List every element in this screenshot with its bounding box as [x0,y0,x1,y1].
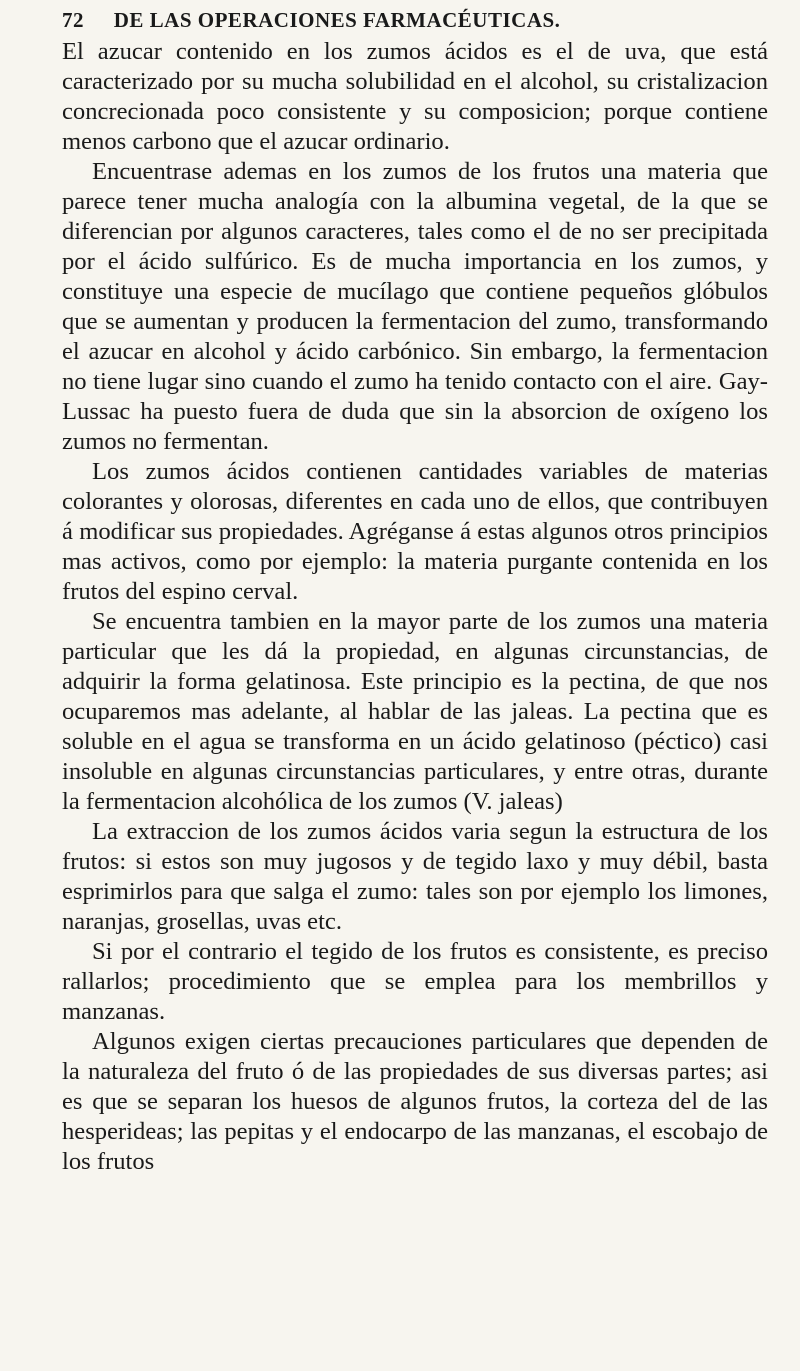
paragraph-colorants: Los zumos ácidos contienen cantidades variables de materias colorantes y olorosas, diferentes en cada uno de ellos, que contribuyen á modificar sus propiedades. Agréganse á estas algunos otros principios mas activos, como por ejemplo: la materia purgante contenida en los frutos del espino cerval. [62,458,768,605]
paragraph-pectin: Se encuentra tambien en la mayor parte de los zumos una materia particular que les dá la propiedad, en algunas circunstancias, de adquirir la forma gelatinosa. Este principio es la pectina, de que nos ocuparemos mas adelante, al hablar de las jaleas. La pectina que es soluble en el agua se transforma en un ácido gelatinoso (péctico) casi insoluble en algunas circunstancias particulares, y entre otras, durante la fermentacion alcohólica de los zumos (V. jaleas) [62,608,768,815]
body-text [62,37,768,1177]
page-header [62,8,762,38]
paragraph-grating: Si por el contrario el tegido de los frutos es consistente, es preciso rallarlos; procedimiento que se emplea para los membrillos y manzanas. [62,938,768,1025]
page-number: 72 [62,8,84,32]
paragraph-precautions: Algunos exigen ciertas precauciones particulares que dependen de la naturaleza del fruto ó de las propiedades de sus diversas partes; asi es que se separan los huesos de algunos frutos, la corteza del de las hesperideas; las pepitas y el endocarpo de las manzanas, el escobajo de los frutos [62,1028,768,1175]
running-head: DE LAS OPERACIONES FARMACÉUTICAS. [113,8,561,32]
paragraph-sugar: El azucar contenido en los zumos ácidos es el de uva, que está caracterizado por su mucha solubilidad en el alcohol, su cristalizacion concrecionada poco consistente y su composicion; porque contiene menos carbono que el azucar ordinario. [62,38,768,155]
paragraph-extraction: La extraccion de los zumos ácidos varia segun la estructura de los frutos: si estos son muy jugosos y de tegido laxo y muy débil, basta esprimirlos para que salga el zumo: tales son por ejemplo los limones, naranjas, grosellas, uvas etc. [62,818,768,935]
paragraph-albumin: Encuentrase ademas en los zumos de los frutos una materia que parece tener mucha analogía con la albumina vegetal, de la que se diferencian por algunos caracteres, tales como el de no ser precipitada por el ácido sulfúrico. Es de mucha importancia en los zumos, y constituye una especie de mucílago que contiene pequeños glóbulos que se aumentan y producen la fermentacion del zumo, transformando el azucar en alcohol y ácido carbónico. Sin embargo, la fermentacion no tiene lugar sino cuando el zumo ha tenido contacto con el aire. Gay-Lussac ha puesto fuera de duda que sin la absorcion de oxígeno los zumos no fermentan. [62,158,768,455]
